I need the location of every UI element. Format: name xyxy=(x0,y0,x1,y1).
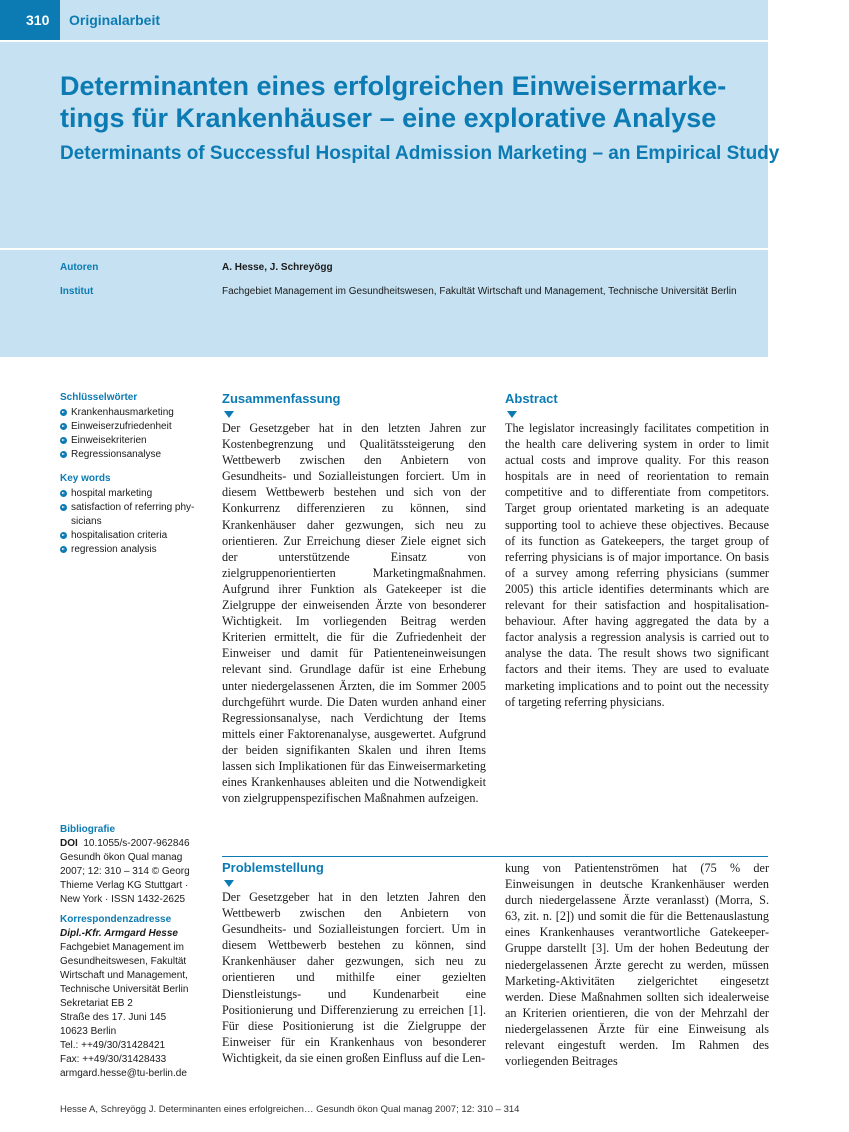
keywords-de-list xyxy=(60,406,210,462)
address-line: Straße des 17. Juni 145 xyxy=(60,1012,167,1023)
citation: Gesundh ökon Qual manag 2007; 12: 310 – 314 © Georg Thieme Verlag KG Stuttgart · New York · ISSN 1432-2625 xyxy=(60,852,190,905)
abstract-de-text: Der Gesetzgeber hat in den letzten Jahren zur Kostenbegrenzung und Qualitätssteigerung den Wettbewerb zwischen den Anbietern von Gesundheits- und Sozialleistungen forciert. Um in diesem Wettbewerb bestehen und sich von der Konkurrenz differenzieren zu können, sind Krankenhäuser daher gezwungen, sich neu zu orientieren. Zur Erreichung dieser Ziele eignet sich der unterstützende Einsatz von zielgruppenorientierten Marketingmaßnahmen. Aufgrund ihrer Funktion als Gatekeeper ist die Zielgruppe der einweisenden Ärzte von besonderer Wichtigkeit. Im vorliegenden Beitrag werden Kriterien ermittelt, die für die Zufriedenheit der Einweiser und damit für Patienteneinweisungen relevant sind. Grundlage dafür ist eine Erhebung unter niedergelassenen Ärzten, die im Sommer 2005 durchgeführt wurde. Die Daten wurden anhand einer Regressionsanalyse, nach Verdichtung der Items mittels einer Faktorenanalyse, ausgewertet. Aufgrund der beiden signifikanten Skalen und ihren Items lassen sich Implikationen für das Einweisermarketing eines Krankenhauses ableiten und die Notwendigkeit von zielgruppenspezifischen Maßnahmen aufzeigen. xyxy=(222,421,486,806)
page-number: 310 xyxy=(0,0,60,40)
keyword-item: Einweisekriterien xyxy=(60,434,210,448)
problem-section-right xyxy=(505,860,769,1069)
keyword-item: hospital marketing xyxy=(60,487,210,501)
bibliography-block xyxy=(60,823,210,1081)
address-line: Technische Universität Berlin xyxy=(60,984,189,995)
doi-label: DOI xyxy=(60,838,78,849)
doi: 10.1055/s-2007-962846 xyxy=(83,838,190,849)
abstract-de-heading: Zusammenfassung xyxy=(222,391,341,406)
header-divider xyxy=(0,40,768,42)
down-triangle-icon xyxy=(507,411,517,418)
address-line: Sekretariat EB 2 xyxy=(60,998,133,1009)
abstract-en-text: The legislator increasingly facilitates competition in the health care delivering system in order to limit actual costs and improve quality. For this reason hospitals are in need of reorientation to remain competitive and to differentiate from competitors. Target group orientated marketing is an adequate supporting tool to achieve these objectives. Because of its function as Gatekeepers, the target group of referring physicians is of major importance. On basis of a survey among referring physicians (summer 2005) this article identifies determinants which are relevant for their satisfaction and hospitalisation-behaviour. After having aggregated the data by a factor analysis a regression analysis is carried out to analyse the data. The result shows two significant factors and their items. They are used to evaluate marketing implications and to point out the necessity of targeting referring physicians. xyxy=(505,421,769,709)
correspondence-heading: Korrespondenzadresse xyxy=(60,914,172,925)
keywords-sidebar xyxy=(60,391,210,567)
keyword-item: Regressionsanalyse xyxy=(60,448,210,462)
keyword-item: Krankenhausmarketing xyxy=(60,406,210,420)
page-footer: Hesse A, Schreyögg J. Determinanten eines erfolgreichen… Gesundh ökon Qual manag 2007; 12: 310 – 314 xyxy=(60,1104,520,1115)
article-title-de: Determinanten eines erfolgreichen Einweisermarke-tings für Krankenhäuser – eine explorative Analyse xyxy=(60,71,727,133)
keywords-en-heading: Key words xyxy=(60,473,111,484)
keywords-de-heading: Schlüsselwörter xyxy=(60,392,138,403)
problem-section-left xyxy=(222,860,486,1066)
address-line: Gesundheitswesen, Fakultät xyxy=(60,956,187,967)
abstract-en-heading: Abstract xyxy=(505,391,558,406)
keyword-item: hospitalisation criteria xyxy=(60,529,210,543)
down-triangle-icon xyxy=(224,880,234,887)
abstract-en xyxy=(505,391,769,710)
phone: Tel.: ++49/30/31428421 xyxy=(60,1040,166,1051)
address-line: Wirtschaft und Management, xyxy=(60,970,188,981)
header-band xyxy=(0,0,768,357)
abstract-de xyxy=(222,391,486,806)
problem-text-left: Der Gesetzgeber hat in den letzten Jahren den Wettbewerb zwischen den Anbietern von Gesundheits- und Sozialleistungen forciert. Um in diesem Wettbewerb bestehen zu können, sind Krankenhäuser daher gezwungen, sich neu zu orientieren und mithilfe einer gezielten Dienstleistungs- und Kundenarbeit eine Positionierung und Differenzierung zu erreichen [1]. Für diese Positionierung ist die Zielgruppe der Einweiser für ein Krankenhaus von besonderer Wichtigkeit, da sie einen großen Einfluss auf die Len- xyxy=(222,890,486,1065)
keyword-item: satisfaction of referring phy-sicians xyxy=(60,501,210,529)
doi-line xyxy=(60,837,210,851)
institute: Fachgebiet Management im Gesundheitswesen, Fakultät Wirtschaft und Management, Technische Universität Berlin xyxy=(222,286,737,297)
email-link[interactable]: armgard.hesse@tu-berlin.de xyxy=(60,1068,187,1079)
problem-text-right: kung von Patientenströmen hat (75 % der Einweisungen in deutsche Krankenhäuser werden durch niedergelassene Ärzte veranlasst) (Morra, S. 63, zit. n. [2]) und somit die für die Bettenauslastung eines Krankenhauses verantwortliche Gatekeeper-Gruppe darstellt [3]. Um der hohen Bedeutung der niedergelassenen Ärzte gerecht zu werden, müssen Marketing-Aktivitäten zielgerichtet eingesetzt werden. Diese Maßnahmen sollten sich idealerweise an Kriterien orientieren, die von der Mehrzahl der niedergelassenen Ärzte für eine Einweisung als relevant eingestuft werden. Im Rahmen des vorliegenden Beitrages xyxy=(505,861,769,1069)
authors: A. Hesse, J. Schreyögg xyxy=(222,262,333,273)
keyword-item: regression analysis xyxy=(60,543,210,557)
section-label: Originalarbeit xyxy=(69,12,161,28)
section-divider xyxy=(222,856,768,857)
institute-label: Institut xyxy=(60,286,94,297)
down-triangle-icon xyxy=(224,411,234,418)
address-line: Fachgebiet Management im xyxy=(60,942,184,953)
header-divider-lower xyxy=(0,248,768,250)
keywords-en-list xyxy=(60,487,210,557)
problem-heading: Problemstellung xyxy=(222,860,324,875)
article-title-en: Determinants of Successful Hospital Admission Marketing – an Empirical Study xyxy=(60,143,780,164)
address-line: 10623 Berlin xyxy=(60,1026,117,1037)
fax: Fax: ++49/30/31428433 xyxy=(60,1054,167,1065)
correspondence-name: Dipl.-Kfr. Armgard Hesse xyxy=(60,928,178,939)
keyword-item: Einweiserzufriedenheit xyxy=(60,420,210,434)
authors-label: Autoren xyxy=(60,262,99,273)
bibliography-heading: Bibliografie xyxy=(60,824,116,835)
